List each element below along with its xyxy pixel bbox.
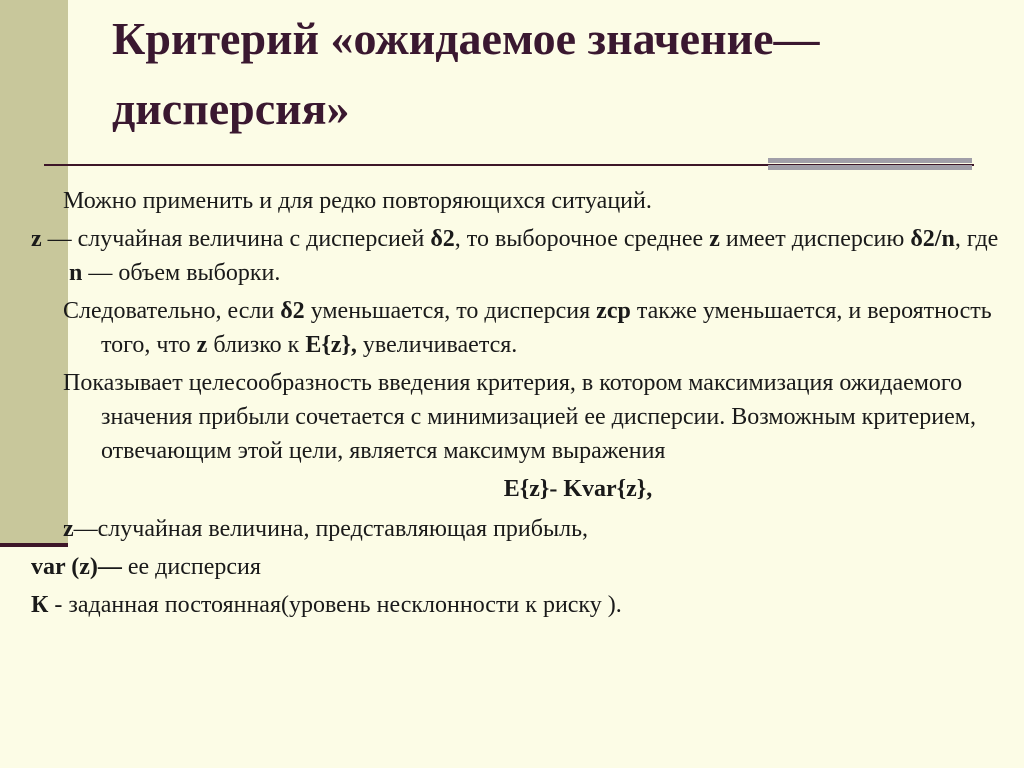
paragraph-1 xyxy=(63,184,1013,218)
paragraph-2-text-2: , то выборочное среднее xyxy=(454,226,710,252)
var-z: z xyxy=(63,516,74,542)
paragraph-5 xyxy=(63,512,1013,546)
var-z: z xyxy=(31,226,42,252)
paragraph-2-text-3: имеет дисперсию xyxy=(719,226,911,252)
paragraph-2-text-1: — случайная величина с дисперсией xyxy=(41,226,431,252)
title-line-2: дисперсия» xyxy=(112,83,350,134)
paragraph-4-text: Показывает целесообразность введения критерия, в котором максимизация ожидаемого значения прибыли сочетается с минимизацией ее дисперсии. Возможным критерием, отвечающим этой цели, является максимум выражения xyxy=(63,370,976,464)
paragraph-6-text: ее дисперсия xyxy=(121,554,261,580)
paragraph-2 xyxy=(31,222,1013,290)
slide-body xyxy=(31,184,1013,626)
var-expectation: E{z}, xyxy=(305,332,357,358)
var-zcp: zср xyxy=(596,298,631,324)
var-z: z xyxy=(709,226,720,252)
var-delta2: δ2 xyxy=(430,226,455,252)
side-decor-line xyxy=(0,543,68,547)
paragraph-1-text: Можно применить и для редко повторяющихся ситуаций. xyxy=(63,188,652,214)
paragraph-4 xyxy=(63,366,1013,468)
var-delta2-n: δ2/n xyxy=(910,226,955,252)
title-line-1: Критерий «ожидаемое значение— xyxy=(112,13,820,64)
paragraph-3-text-1: Следовательно, если xyxy=(63,298,281,324)
paragraph-3-text-4: близко к xyxy=(207,332,306,358)
criterion-formula: E{z}- Kvar{z}, xyxy=(503,476,653,502)
paragraph-3 xyxy=(63,294,1013,362)
var-variance: var (z)— xyxy=(31,554,122,580)
paragraph-3-text-3: также уменьшается, и вероятность того, что xyxy=(101,298,992,358)
paragraph-3-text-5: увеличивается. xyxy=(356,332,518,358)
var-k: К xyxy=(31,592,49,618)
slide-title xyxy=(112,4,992,144)
paragraph-6 xyxy=(31,550,1013,584)
paragraph-5-text: —случайная величина, представляющая прибыль, xyxy=(73,516,589,542)
var-delta2: δ2 xyxy=(280,298,305,324)
paragraph-2-text-5: — объем выборки. xyxy=(82,260,281,286)
paragraph-7-text: - заданная постоянная(уровень несклонности к риску ). xyxy=(48,592,622,618)
side-decor-bar xyxy=(0,0,68,545)
var-z: z xyxy=(196,332,208,358)
paragraph-2-text-4: , где xyxy=(954,226,999,252)
var-n: n xyxy=(69,260,83,286)
title-divider-accent xyxy=(768,158,972,178)
paragraph-7 xyxy=(31,588,1013,622)
paragraph-3-text-2: уменьшается, то дисперсия xyxy=(304,298,597,324)
